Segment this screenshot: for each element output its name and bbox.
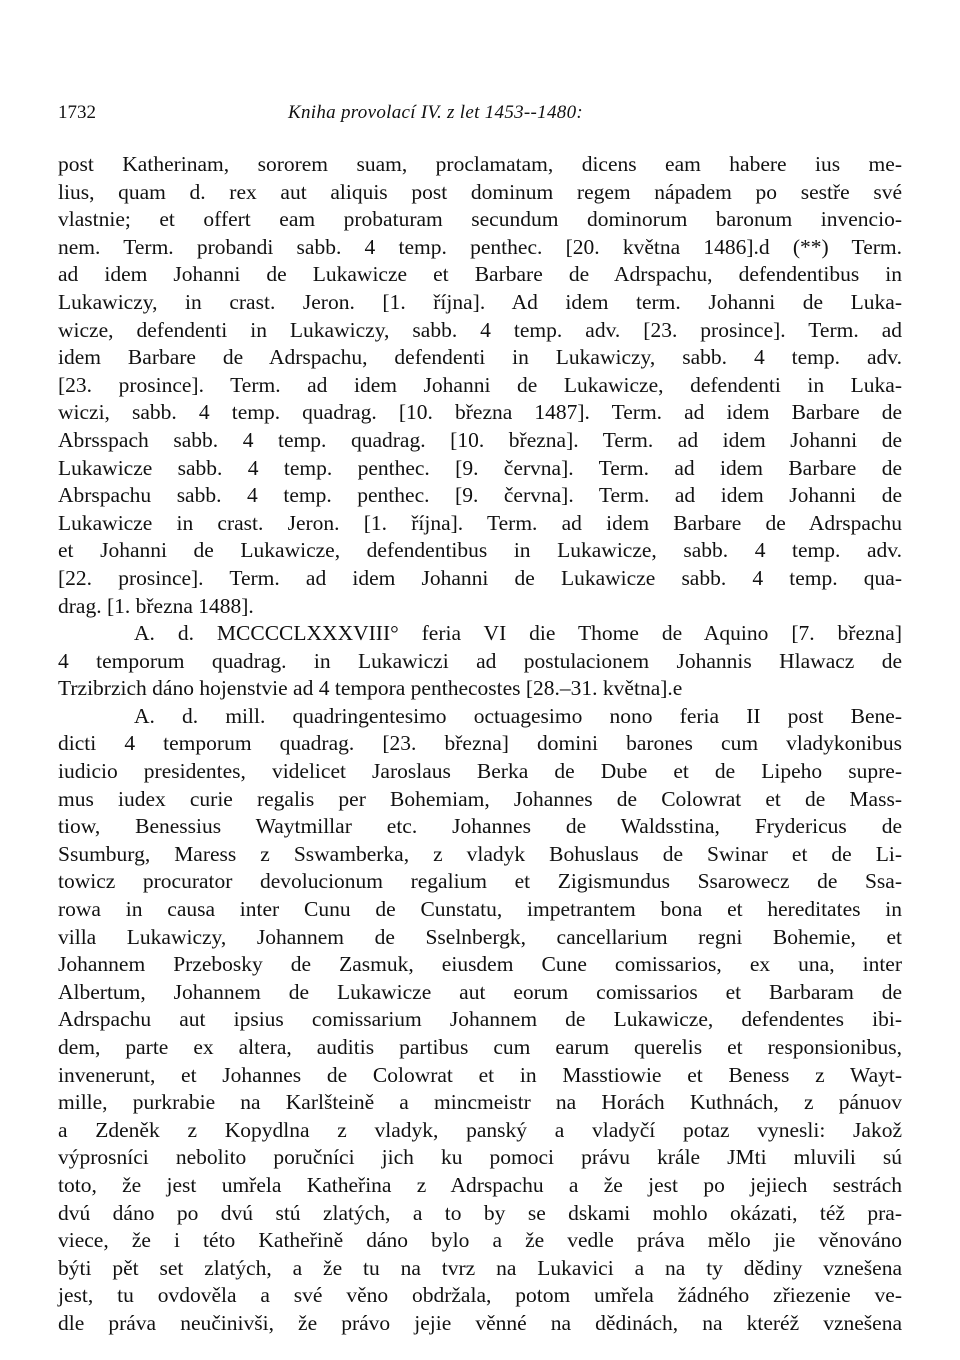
text-line: Abrspachu sabb. 4 temp. penthec. [9. června]. Term. ad idem Johanni de bbox=[58, 483, 902, 508]
text-line: villa Lukawiczy, Johannem de Sselnbergk, cancellarium regni Bohemie, et bbox=[58, 924, 902, 949]
text-line: dle práva neučinivši, že právo jejie věnné na dědinách, na kteréž vznešena bbox=[58, 1310, 902, 1335]
text-line: dem, parte ex altera, auditis partibus cum earum querelis et responsionibus, bbox=[58, 1035, 902, 1059]
text-line: Johannem Przebosky de Zasmuk, eiusdem Cune comissarios, ex una, inter bbox=[58, 952, 902, 977]
text-line: a Zdeněk z Kopydlna z vladyk, panský a vladyčí potaz vynesli: Jakož bbox=[58, 1117, 902, 1142]
text-line: tiow, Benessius Waytmillar etc. Johannes de Waldsstina, Frydericus de bbox=[58, 814, 902, 839]
text-line: wiczi, sabb. 4 temp. quadrag. [10. března 1487]. Term. ad idem Barbare de bbox=[58, 400, 902, 425]
text-line: mille, purkrabie na Karlšteině a mincmeistr na Horách Kuthnách, z pánuov bbox=[58, 1090, 902, 1115]
text-line: Abrsspach sabb. 4 temp. quadrag. [10. března]. Term. ad idem Johanni de bbox=[58, 427, 902, 452]
text-line: lius, quam d. rex aut aliquis post dominum regem nápadem po sestře své bbox=[58, 179, 902, 204]
running-title: Kniha provolací IV. z let 1453--1480: bbox=[288, 102, 584, 123]
text-line: post Katherinam, sororem suam, proclamatam, dicens eam habere ius me- bbox=[58, 152, 902, 176]
text-line: [23. prosince]. Term. ad idem Johanni de Lukawicze, defendenti in Luka- bbox=[58, 372, 902, 397]
text-line: rowa in causa inter Cunu de Cunstatu, impetrantem bona et hereditates in bbox=[58, 897, 902, 922]
text-line: toto, že jest umřela Katheřina z Adrspachu a že jest po jejiech sestrách bbox=[58, 1172, 902, 1197]
running-header bbox=[58, 102, 902, 126]
text-line: Trzibrzich dáno hojenstvie ad 4 tempora penthecostes [28.–31. května].e bbox=[58, 676, 683, 701]
text-line: A. d. mill. quadringentesimo octuagesimo nono feria II post Bene- bbox=[134, 703, 902, 728]
text-line: drag. [1. března 1488]. bbox=[58, 593, 254, 618]
text-line: nem. Term. probandi sabb. 4 temp. penthec. [20. května 1486].d (**) Term. bbox=[58, 234, 902, 259]
text-line: Adrspachu aut ipsius comissarium Johannem de Lukawicze, defendentes ibi- bbox=[58, 1007, 902, 1032]
text-line: býti pět set zlatých, a že tu na tvrz na Lukavici a na ty dědiny vznešena bbox=[58, 1255, 902, 1280]
text-line: výprosníci nebolito poručníci jich ku pomoci právu krále JMti mluvili sú bbox=[58, 1145, 902, 1170]
text-line: dicti 4 temporum quadrag. [23. března] domini barones cum vladykonibus bbox=[58, 731, 902, 756]
text-line: ad idem Johanni de Lukawicze et Barbare de Adrspachu, defendentibus in bbox=[58, 262, 902, 287]
text-line: invenerunt, et Johannes de Colowrat et in Masstiowie et Beness z Wayt- bbox=[58, 1062, 902, 1087]
text-line: Lukawicze sabb. 4 temp. penthec. [9. června]. Term. ad idem Barbare de bbox=[58, 455, 902, 480]
text-line: towicz procurator devolucionum regalium et Zigismundus Ssarowecz de Ssa- bbox=[58, 869, 902, 894]
text-line: idem Barbare de Adrspachu, defendenti in Lukawiczy, sabb. 4 temp. adv. bbox=[58, 345, 902, 370]
text-line: Lukawicze in crast. Jeron. [1. října]. Term. ad idem Barbare de Adrspachu bbox=[58, 510, 902, 535]
text-line: Albertum, Johannem de Lukawicze aut eorum comissarios et Barbaram de bbox=[58, 979, 902, 1004]
text-line: et Johanni de Lukawicze, defendentibus in Lukawicze, sabb. 4 temp. adv. bbox=[58, 538, 902, 563]
text-line: A. d. MCCCCLXXXVIII° feria VI die Thome de Aquino [7. března] bbox=[134, 621, 902, 646]
text-line: mus iudex curie regalis per Bohemiam, Johannes de Colowrat et de Mass- bbox=[58, 786, 902, 811]
text-line: Lukawiczy, in crast. Jeron. [1. října]. Ad idem term. Johanni de Luka- bbox=[58, 289, 902, 314]
text-line: dvú dáno po dvú stú zlatých, a to by se dskami mohlo okázati, též pra- bbox=[58, 1200, 902, 1225]
text-line: vlastnie; et offert eam probaturam secundum dominorum baronum invencio- bbox=[58, 207, 902, 232]
text-line: [22. prosince]. Term. ad idem Johanni de Lukawicze sabb. 4 temp. qua- bbox=[58, 565, 902, 590]
text-line: viece, že i této Katheřině dáno bylo a že vedle práva mělo jie věnováno bbox=[58, 1228, 902, 1253]
text-line: wicze, defendenti in Lukawiczy, sabb. 4 temp. adv. [23. prosince]. Term. ad bbox=[58, 317, 902, 342]
text-line: 4 temporum quadrag. in Lukawiczi ad postulacionem Johannis Hlawacz de bbox=[58, 648, 902, 673]
body-text bbox=[58, 151, 902, 1338]
page-number: 1732 bbox=[58, 102, 96, 123]
text-line: iudicio presidentes, videlicet Jaroslaus Berka de Dube et de Lipeho supre- bbox=[58, 759, 902, 784]
text-line: jest, tu ovdověla a své věno obdržala, potom umřela žádného zřiezenie ve- bbox=[58, 1283, 902, 1308]
text-line: Ssumburg, Maress z Sswamberka, z vladyk Bohuslaus de Swinar et de Li- bbox=[58, 841, 902, 866]
